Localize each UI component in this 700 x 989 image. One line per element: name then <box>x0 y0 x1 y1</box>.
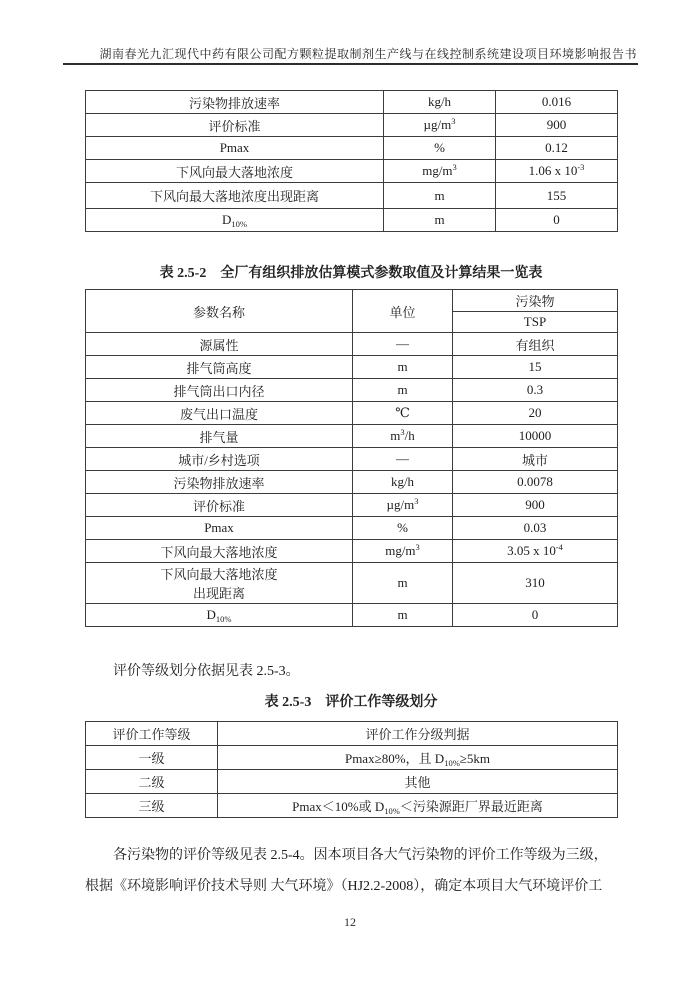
header-param-cell: 参数名称 <box>86 290 353 333</box>
value-cell: 155 <box>496 183 618 209</box>
table-emission-estimate-continued <box>85 90 618 232</box>
value-cell: 1.06 x $10^{-3}$ <box>496 160 618 183</box>
value-cell: 900 <box>496 114 618 137</box>
table-row <box>86 114 618 137</box>
unit-cell: $mg/m^3$ <box>384 160 496 183</box>
header-grade-cell: 评价工作等级 <box>86 722 218 746</box>
table-row <box>86 333 618 356</box>
unit-cell: ℃ <box>353 402 453 425</box>
value-cell: 0 <box>496 209 618 232</box>
value-cell: 3.05 x $10^{-4}$ <box>453 540 618 563</box>
value-cell: 0.12 <box>496 137 618 160</box>
table-row <box>86 137 618 160</box>
unit-cell: m <box>353 356 453 379</box>
value-cell: 0.0078 <box>453 471 618 494</box>
unit-cell: kg/h <box>384 91 496 114</box>
table-row <box>86 517 618 540</box>
table-row <box>86 402 618 425</box>
table-row <box>86 160 618 183</box>
param-name-cell: Pmax <box>86 137 384 160</box>
param-name-cell: 污染物排放速率 <box>86 471 353 494</box>
param-name-cell: 排气量 <box>86 425 353 448</box>
unit-cell: % <box>384 137 496 160</box>
unit-cell: — <box>353 448 453 471</box>
value-cell: 0 <box>453 604 618 627</box>
unit-cell: m <box>353 379 453 402</box>
paragraph-conclusion <box>85 840 625 902</box>
table-organized-emission-params <box>85 289 618 627</box>
value-cell: 有组织 <box>453 333 618 356</box>
unit-cell: $\mu g/m^3$ <box>353 494 453 517</box>
table-row <box>86 183 618 209</box>
param-name-cell: $D_{10\%}$ <box>86 209 384 232</box>
table-row <box>86 746 618 770</box>
table-row <box>86 356 618 379</box>
param-name-cell: $D_{10\%}$ <box>86 604 353 627</box>
unit-cell: % <box>353 517 453 540</box>
criteria-cell: 其他 <box>218 770 618 794</box>
paragraph-line: 各污染物的评价等级见表 2.5-4。因本项目各大气污染物的评价工作等级为三级， <box>113 848 608 863</box>
param-name-cell: 排气筒高度 <box>86 356 353 379</box>
param-name-cell: 下风向最大落地浓度 <box>86 160 384 183</box>
table-row <box>86 563 618 604</box>
param-name-cell: 城市/乡村选项 <box>86 448 353 471</box>
value-cell: 10000 <box>453 425 618 448</box>
grade-cell: 二级 <box>86 770 218 794</box>
table-row <box>86 379 618 402</box>
param-name-cell: 污染物排放速率 <box>86 91 384 114</box>
param-name-cell: 评价标准 <box>86 494 353 517</box>
header-criteria-cell: 评价工作分级判据 <box>218 722 618 746</box>
unit-cell: — <box>353 333 453 356</box>
param-name-cell: 下风向最大落地浓度 出现距离 <box>86 563 353 604</box>
unit-cell: m <box>353 604 453 627</box>
value-cell: 0.3 <box>453 379 618 402</box>
paragraph-grading-intro: 评价等级划分依据见表 2.5-3。 <box>113 664 300 679</box>
table-row <box>86 448 618 471</box>
table-header-row <box>86 722 618 746</box>
page-number: 12 <box>344 915 356 929</box>
unit-cell: m <box>384 183 496 209</box>
unit-cell: m <box>384 209 496 232</box>
unit-cell: $m^3/h$ <box>353 425 453 448</box>
value-cell: 0.03 <box>453 517 618 540</box>
criteria-cell: Pmax≥80%，且 $D_{10\%}\ge 5km$ <box>218 746 618 770</box>
table-row <box>86 494 618 517</box>
value-cell: 900 <box>453 494 618 517</box>
table-row <box>86 770 618 794</box>
header-pollutant-cell: 污染物 <box>453 290 618 312</box>
unit-cell: kg/h <box>353 471 453 494</box>
page-header-title: 湖南春光九汇现代中药有限公司配方颗粒提取制剂生产线与在线控制系统建设项目环境影响报告书 <box>99 47 637 61</box>
table-row <box>86 794 618 818</box>
table-row <box>86 604 618 627</box>
table-252-caption: 表 2.5-2 全厂有组织排放估算模式参数取值及计算结果一览表 <box>159 266 543 281</box>
value-cell: 310 <box>453 563 618 604</box>
grade-cell: 三级 <box>86 794 218 818</box>
unit-cell: m <box>353 563 453 604</box>
param-name-cell: 废气出口温度 <box>86 402 353 425</box>
param-name-cell: 源属性 <box>86 333 353 356</box>
table-row <box>86 540 618 563</box>
table-row <box>86 91 618 114</box>
param-name-cell: 下风向最大落地浓度 <box>86 540 353 563</box>
header-unit-cell: 单位 <box>353 290 453 333</box>
table-row <box>86 209 618 232</box>
unit-cell: $mg/m^3$ <box>353 540 453 563</box>
table-row <box>86 425 618 448</box>
table-header-row <box>86 290 618 312</box>
table-row <box>86 471 618 494</box>
param-name-cell: Pmax <box>86 517 353 540</box>
page-header-rule <box>63 63 638 65</box>
grade-cell: 一级 <box>86 746 218 770</box>
value-cell: 15 <box>453 356 618 379</box>
param-name-cell: 评价标准 <box>86 114 384 137</box>
table-evaluation-grade <box>85 721 618 818</box>
value-cell: 城市 <box>453 448 618 471</box>
paragraph-line: 根据《环境影响评价技术导则 大气环境》（HJ2.2-2008），确定本项目大气环境评价工 <box>85 879 603 894</box>
unit-cell: $\mu g/m^3$ <box>384 114 496 137</box>
param-name-cell: 排气筒出口内径 <box>86 379 353 402</box>
criteria-cell: Pmax＜10%或 $D_{10\%}<$污染源距厂界最近距离 <box>218 794 618 818</box>
param-name-cell: 下风向最大落地浓度出现距离 <box>86 183 384 209</box>
header-pollutant-name-cell: TSP <box>453 312 618 333</box>
value-cell: 0.016 <box>496 91 618 114</box>
table-253-caption: 表 2.5-3 评价工作等级划分 <box>264 695 438 710</box>
value-cell: 20 <box>453 402 618 425</box>
